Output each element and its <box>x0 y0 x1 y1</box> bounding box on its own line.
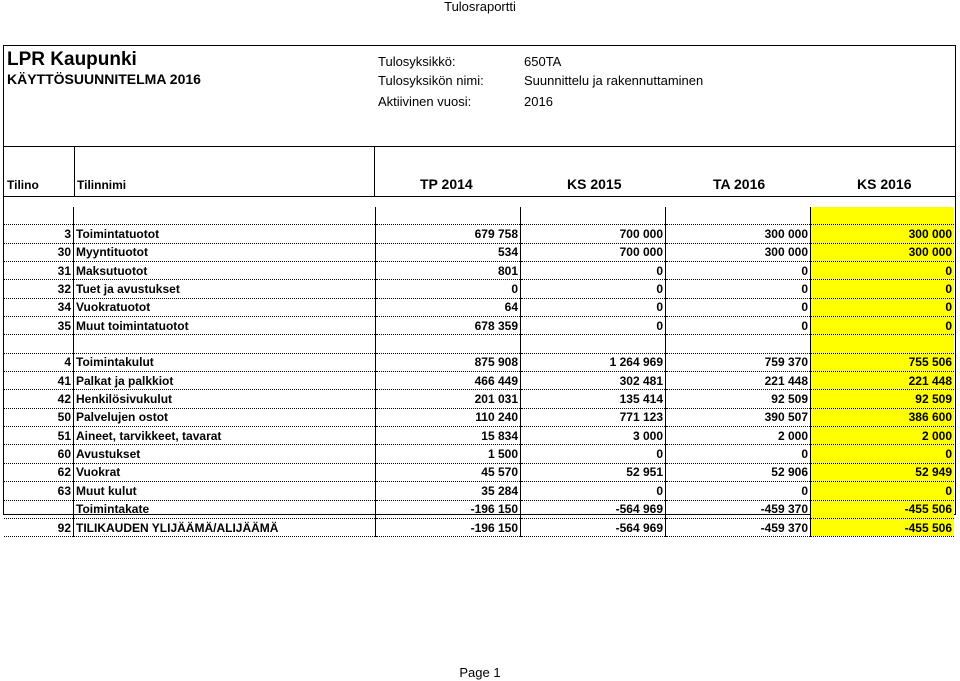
value-ks2015: -564 969 <box>521 500 666 518</box>
account-name: Muut kulut <box>74 482 376 500</box>
value-ks2015: 700 000 <box>521 225 666 243</box>
account-name: Palkat ja palkkiot <box>74 372 376 390</box>
account-name: Toimintakulut <box>74 353 376 371</box>
page-number: Page 1 <box>459 665 501 680</box>
account-number: 62 <box>4 463 74 481</box>
column-header-ta2016: TA 2016 <box>713 176 766 192</box>
account-number: 60 <box>4 445 74 463</box>
value-ks2016: 92 509 <box>811 390 955 408</box>
value-ta2016: 2 000 <box>666 427 811 445</box>
value-ta2016: 0 <box>666 298 811 316</box>
header-divider <box>4 146 955 147</box>
value-tp2014: 110 240 <box>376 408 521 426</box>
value-ks2015: 771 123 <box>521 408 666 426</box>
value-ks2016: 2 000 <box>811 427 955 445</box>
value-tp2014: 201 031 <box>376 390 521 408</box>
value-ta2016: 0 <box>666 262 811 280</box>
account-number: 30 <box>4 243 74 261</box>
table-row <box>4 335 954 353</box>
account-name: TILIKAUDEN YLIJÄÄMÄ/ALIJÄÄMÄ <box>74 518 376 536</box>
account-number: 34 <box>4 298 74 316</box>
account-number: 4 <box>4 353 74 371</box>
table-row <box>4 207 954 225</box>
account-number: 63 <box>4 482 74 500</box>
value-tp2014: 64 <box>376 298 521 316</box>
account-name: Maksutuotot <box>74 262 376 280</box>
year-value: 2016 <box>524 94 553 109</box>
value-ks2015: -564 969 <box>521 518 666 536</box>
table-row <box>4 390 954 408</box>
value-ks2015: 0 <box>521 298 666 316</box>
account-number: 35 <box>4 317 74 335</box>
column-header-ks2016: KS 2016 <box>857 176 912 192</box>
value-ks2016: 300 000 <box>811 225 955 243</box>
value-ks2016: 386 600 <box>811 408 955 426</box>
account-name: Myyntituotot <box>74 243 376 261</box>
table-row <box>4 372 954 390</box>
value-ks2015: 302 481 <box>521 372 666 390</box>
account-name: Toimintatuotot <box>74 225 376 243</box>
column-divider <box>374 146 375 197</box>
value-ks2015: 0 <box>521 262 666 280</box>
value-ta2016: -459 370 <box>666 500 811 518</box>
value-tp2014 <box>376 207 521 225</box>
value-tp2014: 35 284 <box>376 482 521 500</box>
account-name: Aineet, tarvikkeet, tavarat <box>74 427 376 445</box>
account-name: Toimintakate <box>74 500 376 518</box>
column-header-name: Tilinnimi <box>77 178 127 192</box>
year-label: Aktiivinen vuosi: <box>378 94 472 109</box>
value-ks2016 <box>811 207 955 225</box>
value-ta2016 <box>666 335 811 353</box>
account-name: Palvelujen ostot <box>74 408 376 426</box>
account-number: 50 <box>4 408 74 426</box>
value-ks2015: 52 951 <box>521 463 666 481</box>
report-frame <box>3 45 956 535</box>
value-tp2014: 15 834 <box>376 427 521 445</box>
value-ks2016: 0 <box>811 280 955 298</box>
column-header-divider <box>4 196 955 197</box>
value-ks2016: 300 000 <box>811 243 955 261</box>
account-number <box>4 335 74 353</box>
value-tp2014: 466 449 <box>376 372 521 390</box>
table-row <box>4 225 954 243</box>
table-row <box>4 298 954 316</box>
value-ta2016: 0 <box>666 445 811 463</box>
account-name <box>74 207 376 225</box>
account-number: 42 <box>4 390 74 408</box>
column-header-ks2015: KS 2015 <box>567 176 622 192</box>
value-ta2016: 0 <box>666 482 811 500</box>
value-ks2015: 0 <box>521 280 666 298</box>
column-header-tp2014: TP 2014 <box>420 176 473 192</box>
value-ks2016: 221 448 <box>811 372 955 390</box>
table-row <box>4 427 954 445</box>
value-ks2016: 0 <box>811 482 955 500</box>
plan-title: KÄYTTÖSUUNNITELMA 2016 <box>7 71 201 87</box>
organization-name: LPR Kaupunki <box>7 49 137 70</box>
value-ta2016: 92 509 <box>666 390 811 408</box>
value-ks2016: -455 506 <box>811 500 955 518</box>
value-ks2016: -455 506 <box>811 518 955 536</box>
account-name: Tuet ja avustukset <box>74 280 376 298</box>
value-ta2016: 759 370 <box>666 353 811 371</box>
table-row <box>4 280 954 298</box>
value-ta2016: 52 906 <box>666 463 811 481</box>
value-ks2016 <box>811 335 955 353</box>
report-title: Tulosraportti <box>444 0 516 14</box>
value-tp2014: 0 <box>376 280 521 298</box>
value-tp2014: 45 570 <box>376 463 521 481</box>
unit-name-value: Suunnittelu ja rakennuttaminen <box>524 73 704 88</box>
account-number: 92 <box>4 518 74 536</box>
column-header-account: Tilino <box>7 178 39 192</box>
unit-name-label: Tulosyksikön nimi: <box>378 73 484 88</box>
unit-value: 650TA <box>524 54 562 69</box>
value-tp2014: -196 150 <box>376 518 521 536</box>
value-tp2014: 678 359 <box>376 317 521 335</box>
value-tp2014 <box>376 335 521 353</box>
table-row <box>4 445 954 463</box>
table-row <box>4 317 954 335</box>
value-ks2015: 1 264 969 <box>521 353 666 371</box>
value-tp2014: 1 500 <box>376 445 521 463</box>
table-row <box>4 243 954 261</box>
value-ta2016: -459 370 <box>666 518 811 536</box>
account-name: Vuokratuotot <box>74 298 376 316</box>
value-ks2016: 52 949 <box>811 463 955 481</box>
value-ks2015: 3 000 <box>521 427 666 445</box>
table-row <box>4 262 954 280</box>
value-ta2016 <box>666 207 811 225</box>
value-tp2014: 679 758 <box>376 225 521 243</box>
value-ta2016: 300 000 <box>666 225 811 243</box>
value-ta2016: 300 000 <box>666 243 811 261</box>
value-ta2016: 221 448 <box>666 372 811 390</box>
table-row <box>4 353 954 371</box>
value-ks2015: 0 <box>521 482 666 500</box>
value-ks2015: 0 <box>521 317 666 335</box>
value-tp2014: 534 <box>376 243 521 261</box>
value-ks2015: 135 414 <box>521 390 666 408</box>
account-number: 32 <box>4 280 74 298</box>
account-number: 41 <box>4 372 74 390</box>
value-ta2016: 0 <box>666 317 811 335</box>
value-ks2015: 0 <box>521 445 666 463</box>
budget-table <box>4 207 954 537</box>
account-name: Henkilösivukulut <box>74 390 376 408</box>
value-ta2016: 0 <box>666 280 811 298</box>
unit-label: Tulosyksikkö: <box>378 54 456 69</box>
value-ks2016: 0 <box>811 445 955 463</box>
value-ks2015 <box>521 207 666 225</box>
table-row <box>4 482 954 500</box>
value-ks2015 <box>521 335 666 353</box>
account-number: 3 <box>4 225 74 243</box>
value-ks2015: 700 000 <box>521 243 666 261</box>
account-number <box>4 500 74 518</box>
account-name: Vuokrat <box>74 463 376 481</box>
column-divider <box>74 146 75 197</box>
table-row <box>4 463 954 481</box>
account-name: Muut toimintatuotot <box>74 317 376 335</box>
value-tp2014: 801 <box>376 262 521 280</box>
value-tp2014: 875 908 <box>376 353 521 371</box>
account-number <box>4 207 74 225</box>
account-number: 31 <box>4 262 74 280</box>
value-ks2016: 0 <box>811 298 955 316</box>
value-ta2016: 390 507 <box>666 408 811 426</box>
value-ks2016: 0 <box>811 262 955 280</box>
table-row <box>4 408 954 426</box>
value-ks2016: 755 506 <box>811 353 955 371</box>
account-number: 51 <box>4 427 74 445</box>
account-name: Avustukset <box>74 445 376 463</box>
value-ks2016: 0 <box>811 317 955 335</box>
table-row <box>4 518 954 536</box>
table-row <box>4 500 954 518</box>
value-tp2014: -196 150 <box>376 500 521 518</box>
account-name <box>74 335 376 353</box>
